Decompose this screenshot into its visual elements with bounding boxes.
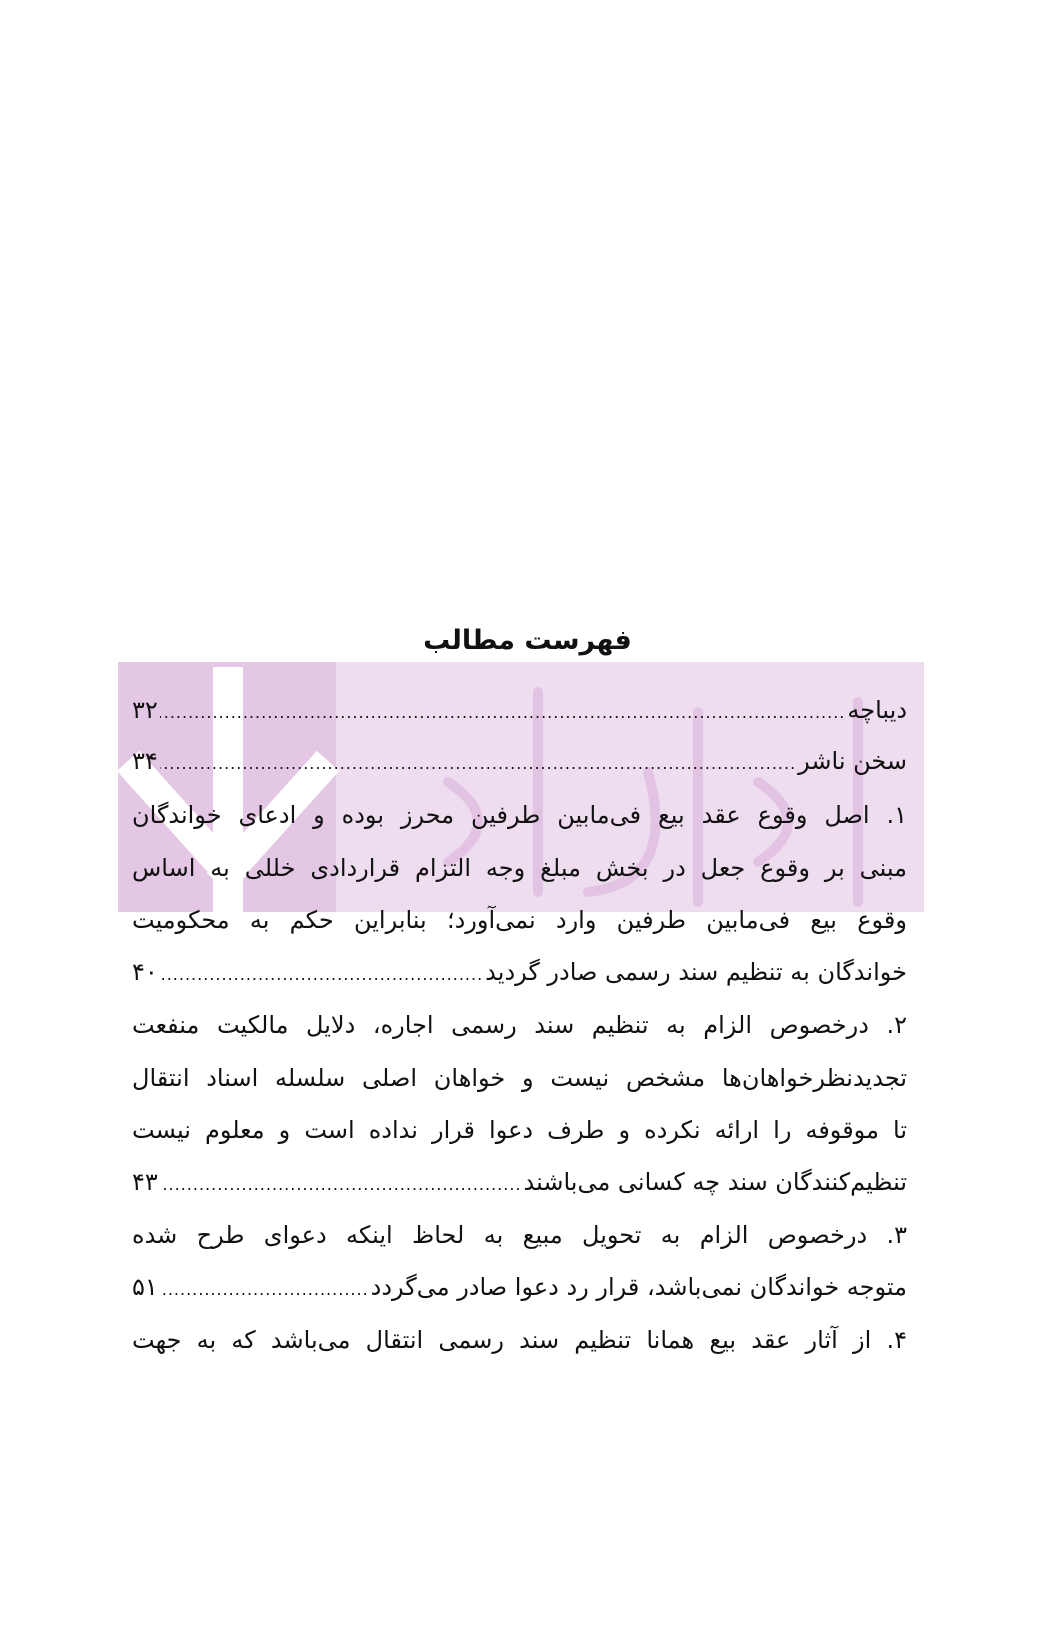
toc-entry-line[interactable]: ۴. از آثار عقد بیع همانا تنظیم سند رسمی انتقال می‌باشد که به جهت (132, 1326, 907, 1354)
dot-leader (160, 1165, 522, 1205)
toc-entry-text: خواندگان به تنظیم سند رسمی صادر گردید (485, 958, 907, 986)
toc-entry[interactable] (132, 1162, 907, 1202)
toc-entry[interactable] (132, 1267, 907, 1307)
toc-page-number: ۴۳ (132, 1168, 158, 1196)
dot-leader (160, 744, 796, 784)
toc-page-number: ۳۴ (132, 747, 158, 775)
dot-leader (160, 693, 846, 733)
toc-page-number: ۵۱ (132, 1273, 158, 1301)
toc-entry-line[interactable]: تا موقوفه را ارائه نکرده و طرف دعوا قرار نداده است و معلوم نیست (132, 1116, 907, 1144)
toc-entry-line[interactable]: تجدیدنظرخواهان‌ها مشخص نیست و خواهان اصلی سلسله اسناد انتقال (132, 1064, 907, 1092)
toc-entry-line[interactable]: ۲. درخصوص الزام به تنظیم سند رسمی اجاره، دلایل مالکیت منفعت (132, 1011, 907, 1039)
toc-entry[interactable] (132, 952, 907, 992)
dot-leader (160, 955, 483, 995)
dot-leader (160, 1270, 369, 1310)
toc-entry-text: تنظیم‌کنندگان سند چه کسانی می‌باشند (523, 1168, 907, 1196)
toc-entry-line[interactable]: ۱. اصل وقوع عقد بیع فی‌مابین طرفین محرز بوده و ادعای خواندگان (132, 801, 907, 829)
toc-entry-text: دیباچه (847, 696, 907, 724)
toc-entry[interactable] (132, 690, 907, 730)
toc-entry-line[interactable]: مبنی بر وقوع جعل در بخش مبلغ وجه التزام قراردادی خللی به اساس (132, 854, 907, 882)
toc-entry-text: متوجه خواندگان نمی‌باشد، قرار رد دعوا صادر می‌گردد (370, 1273, 907, 1301)
toc-entry-line[interactable]: وقوع بیع فی‌مابین طرفین وارد نمی‌آورد؛ بنابراین حکم به محکومیت (132, 906, 907, 934)
toc-page-number: ۳۲ (132, 696, 158, 724)
toc-title: فهرست مطالب (423, 625, 632, 656)
toc-entry[interactable] (132, 741, 907, 781)
toc-entry-line[interactable]: ۳. درخصوص الزام به تحویل مبیع به لحاظ اینکه دعوای طرح شده (132, 1221, 907, 1249)
toc-entry-text: سخن ناشر (798, 747, 907, 775)
toc-page-number: ۴۰ (132, 958, 158, 986)
